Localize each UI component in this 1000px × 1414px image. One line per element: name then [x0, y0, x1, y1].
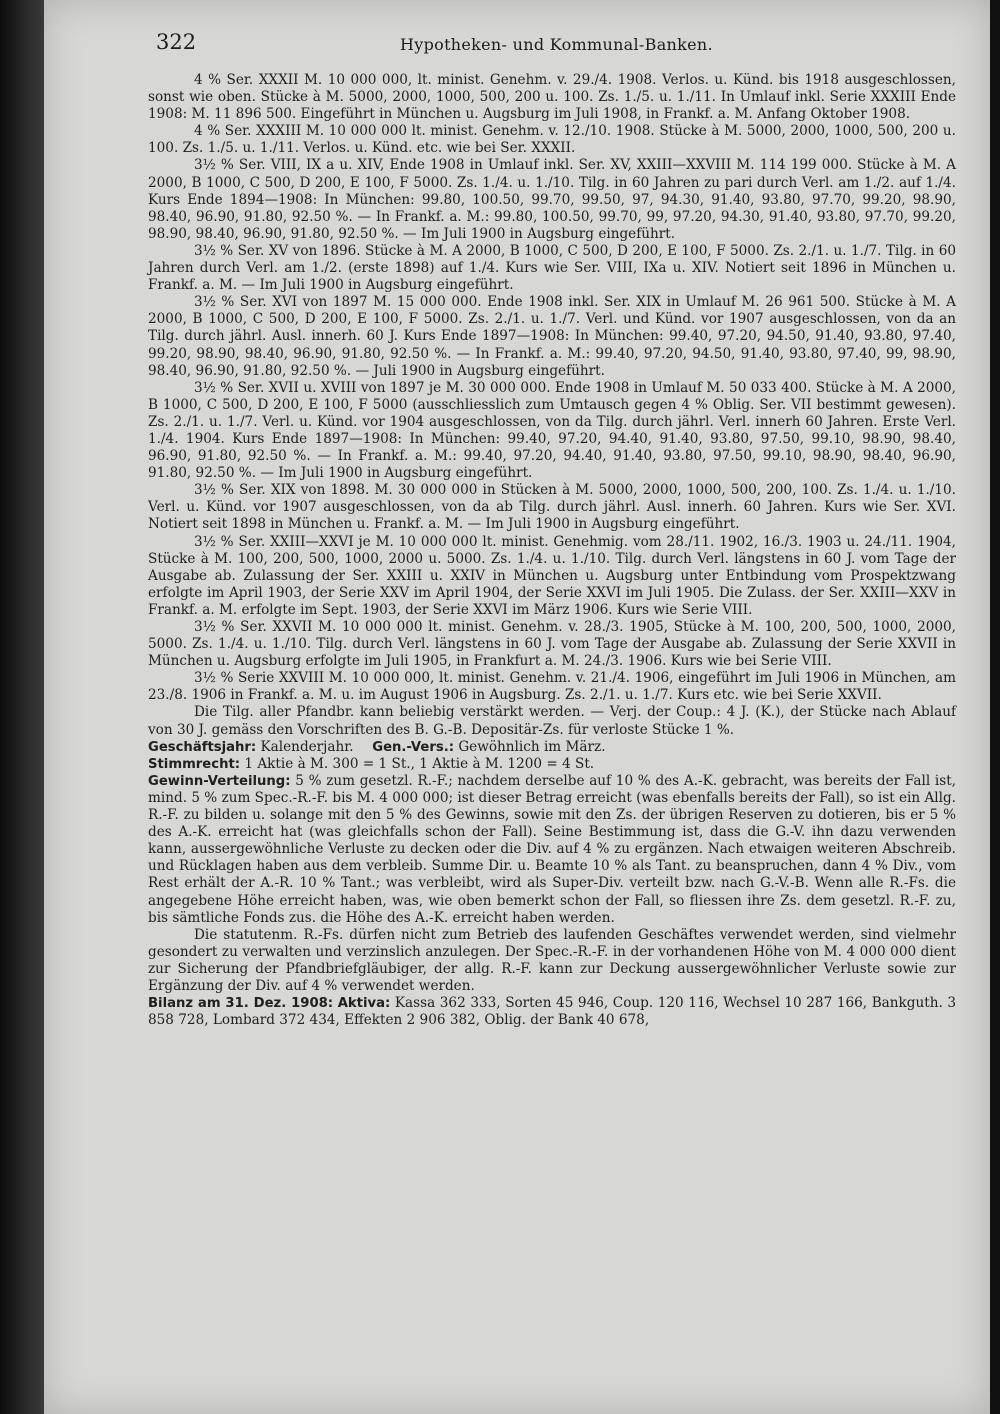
gewinn-verteilung-paragraph	[148, 773, 956, 927]
body-text	[148, 72, 956, 1029]
gewinn-verteilung-text: 5 % zum gesetzl. R.-F.; nachdem derselbe auf 10 % des A.-K. gebracht, was bereits der Fall ist, mind. 5 % zum Spec.-R.-F. bis M. 4 000 000; ist dieser Betrag erreicht (was ebenfalls bereits der Fall), so ist ein Allg. R.-F. zu bilden u. solange mit den 5 % des Gewinns, sowie mit den Zs. der übrigen Reserven zu dotieren, bis er 5 % des A.-K. erreicht hat (was gleichfalls schon der Fall). Seine Bestimmung ist, dass die G.-V. ihn dazu verwenden kann, aussergewöhnliche Verluste zu decken oder die Div. auf 4 % zu ergänzen. Nach etwaigen weiteren Abschreib. und Rücklagen haben aus dem verbleib. Summe Dir. u. Beamte 10 % als Tant. zu beanspruchen, dann 4 % Div., vom Rest erhält der A.-R. 10 % Tant.; was verbleibt, wird als Super-Div. verteilt bzw. nach G.-V.-B. Wenn alle R.-Fs. die angegebene Höhe erreicht haben, was, wie oben bemerkt schon der Fall, so fliessen ihre Zs. dem gesetzl. R.-F. zu, bis sämtliche Fonds zus. die Höhe des A.-K. erreicht haben werden.	[148, 772, 957, 926]
bilanz-paragraph	[148, 995, 956, 1029]
book-gutter	[0, 0, 44, 1414]
bilanz-text: Kassa 362 333, Sorten 45 946, Coup. 120 116, Wechsel 10 287 166, Bankguth. 3 858 728, Lombard 372 434, Effekten 2 906 382, Oblig. der Bank 40 678,	[148, 995, 957, 1029]
page-edge	[990, 0, 1000, 1414]
running-title: Hypotheken- und Kommunal-Banken.	[400, 35, 713, 54]
paragraph-ser-xxvii: 3½ % Ser. XXVII M. 10 000 000 lt. minist. Genehm. v. 28./3. 1905, Stücke à M. 100, 200, 500, 1000, 2000, 5000. Zs. 1./4. u. 1./10. Tilg. durch Verl. längstens in 60 J. vom Tage der Ausgabe ab. Zulassung der Serie XXVII in München u. Augsburg erfolgte im Juli 1905, in Frankfurt a. M. 24./3. 1906. Kurs wie bei Serie VIII.	[148, 619, 956, 670]
geschaeftsjahr-line	[148, 739, 956, 756]
statutenm-paragraph: Die statutenm. R.-Fs. dürfen nicht zum Betrieb des laufenden Geschäftes verwendet werden, sind vielmehr gesondert zu verwalten und verzinslich anzulegen. Der Spec.-R.-F. in der vorhandenen Höhe von M. 4 000 000 dient zur Sicherung der Pfandbriefgläubiger, der allg. R.-F. kann zur Deckung aussergewöhnlicher Verluste sowie zur Ergänzung der Div. auf 4 % verwendet werden.	[148, 926, 956, 994]
gen-vers-label: Gen.-Vers.:	[372, 739, 454, 755]
stimmrecht-value: 1 Aktie à M. 300 = 1 St., 1 Aktie à M. 1200 = 4 St.	[244, 755, 595, 772]
page-number: 322	[156, 30, 197, 54]
geschaeftsjahr-label: Geschäftsjahr:	[148, 739, 257, 755]
paragraph-ser-xix: 3½ % Ser. XIX von 1898. M. 30 000 000 in Stücken à M. 5000, 2000, 1000, 500, 200, 100. Zs. 1./4. u. 1./10. Verl. u. Künd. vor 1907 ausgeschlossen, von da ab Tilg. durch jährl. Ausl. innerh. 60 Jahren. Kurs wie Ser. XVI. Notiert seit 1898 in München u. Frankf. a. M. — Im Juli 1900 in Augsburg eingeführt.	[148, 482, 956, 533]
paragraph-ser-xv: 3½ % Ser. XV von 1896. Stücke à M. A 2000, B 1000, C 500, D 200, E 100, F 5000. Zs. 2./1. u. 1./7. Tilg. in 60 Jahren durch Verl. am 1./2. (erste 1898) auf 1./4. Kurs wie Ser. VIII, IXa u. XIV. Notiert seit 1896 in München u. Frankf. a. M. — Im Juli 1900 in Augsburg eingeführt.	[148, 242, 956, 294]
stimmrecht-label: Stimmrecht:	[148, 756, 241, 772]
stimmrecht-line	[148, 756, 956, 773]
paragraph-ser-xxiii-xxvi: 3½ % Ser. XXIII—XXVI je M. 10 000 000 lt. minist. Genehmig. vom 28./11. 1902, 16./3. 1903 u. 24./11. 1904, Stücke à M. 100, 200, 500, 1000, 2000 u. 5000. Zs. 1./4. u. 1./10. Tilg. durch Verl. längstens in 60 J. vom Tage der Ausgabe ab. Zulassung der Ser. XXIII u. XXIV in München u. Augsburg unter Entbindung vom Prospektzwang erfolgte im April 1903, der Serie XXV im April 1904, der Serie XXVI im Juli 1905. Die Zulass. der Ser. XXIII—XXV in Frankf. a. M. erfolgte im Sept. 1903, der Serie XXVI im März 1906. Kurs wie Serie VIII.	[148, 533, 956, 618]
paragraph-ser-xxxii: 4 % Ser. XXXII M. 10 000 000, lt. minist. Genehm. v. 29./4. 1908. Verlos. u. Künd. bis 1918 ausgeschlossen, sonst wie oben. Stücke à M. 5000, 2000, 1000, 500, 200 u. 100. Zs. 1./5. u. 1./11. In Umlauf inkl. Serie XXXIII Ende 1908: M. 11 896 500. Eingeführt in München u. Augsburg im Juli 1908, in Frankf. a. M. Anfang Oktober 1908.	[148, 72, 956, 123]
bilanz-label: Bilanz am 31. Dez. 1908:	[148, 996, 334, 1012]
gen-vers-value: Gewöhnlich im März.	[458, 738, 606, 755]
gewinn-verteilung-label: Gewinn-Verteilung:	[148, 773, 291, 789]
geschaeftsjahr-value: Kalenderjahr.	[260, 738, 354, 755]
paragraph-ser-xvii-xviii: 3½ % Ser. XVII u. XVIII von 1897 je M. 30 000 000. Ende 1908 in Umlauf M. 50 033 400. Stücke à M. A 2000, B 1000, C 500, D 200, E 100, F 5000 (ausschliesslich zum Umtausch gegen 4 % Oblig. Ser. VII bestimmt gewesen). Zs. 2./1. u. 1./7. Verl. u. Künd. vor 1904 ausgeschlossen, von da Tilg. durch jährl. Verl. innerh 60 Jahren. Erste Verl. 1./4. 1904. Kurs Ende 1897—1908: In München: 99.40, 97.20, 94.40, 91.40, 93.80, 97.50, 99.10, 98.90, 98.40, 96.90, 91.80, 92.50 %. — In Frankf. a. M.: 99.40, 97.20, 94.40, 91.40, 93.80, 97.50, 99.10, 98.90, 98.40, 96.90, 91.80, 92.50 %. — Im Juli 1900 in Augsburg eingeführt.	[148, 379, 956, 482]
page-header	[156, 30, 956, 64]
paragraph-ser-xvi: 3½ % Ser. XVI von 1897 M. 15 000 000. Ende 1908 inkl. Ser. XIX in Umlauf M. 26 961 500. Stücke à M. A 2000, B 1000, C 500, D 200, E 100, F 5000. Zs. 2./1. u. 1./7. Verl. und Künd. vor 1907 ausgeschlossen, von da an Tilg. durch jährl. Ausl. innerh. 60 J. Kurs Ende 1897—1908: In München: 99.40, 97.20, 94.50, 91.40, 93.80, 97.40, 99.20, 98.90, 98.40, 96.90, 91.80, 92.50 %. — In Frankf. a. M.: 99.40, 97.20, 94.50, 91.40, 93.80, 97.40, 99, 98.90, 98.40, 96.90, 91.80, 92.50 %. — Juli 1900 in Augsburg eingeführt.	[148, 294, 956, 379]
paragraph-tilgung: Die Tilg. aller Pfandbr. kann beliebig verstärkt werden. — Verj. der Coup.: 4 J. (K.), der Stücke nach Ablauf von 30 J. gemäss den Vorschriften des B. G.-B. Depositär-Zs. für verloste Stücke 1 %.	[148, 704, 956, 738]
bilanz-aktiva-label: Aktiva:	[337, 996, 391, 1012]
paragraph-ser-viii-ix-xiv: 3½ % Ser. VIII, IX a u. XIV, Ende 1908 in Umlauf inkl. Ser. XV, XXIII—XXVIII M. 114 199 000. Stücke à M. A 2000, B 1000, C 500, D 200, E 100, F 5000. Zs. 1./4. u. 1./10. Tilg. in 60 Jahren zu pari durch Verl. am 1./2. auf 1./4. Kurs Ende 1894—1908: In München: 99.80, 100.50, 99.70, 99.50, 97, 94.30, 91.40, 93.80, 97.70, 99.20, 98.90, 98.40, 96.90, 91.80, 92.50 %. — In Frankf. a. M.: 99.80, 100.50, 99.70, 99, 97.20, 94.30, 91.40, 93.80, 97.70, 99.20, 98.90, 98.40, 96.90, 91.80, 92.50 %. — Im Juli 1900 in Augsburg eingeführt.	[148, 157, 956, 242]
paragraph-ser-xxviii: 3½ % Serie XXVIII M. 10 000 000, lt. minist. Genehm. v. 21./4. 1906, eingeführt im Juli 1906 in München, am 23./8. 1906 in Frankf. a. M. u. im August 1906 in Augsburg. Zs. 2./1. u. 1./7. Kurs etc. wie bei Serie XXVII.	[148, 670, 956, 704]
paragraph-ser-xxxiii: 4 % Ser. XXXIII M. 10 000 000 lt. minist. Genehm. v. 12./10. 1908. Stücke à M. 5000, 2000, 1000, 500, 200 u. 100. Zs. 1./5. u. 1./11. Verlos. u. Künd. etc. wie bei Ser. XXXII.	[148, 123, 956, 157]
